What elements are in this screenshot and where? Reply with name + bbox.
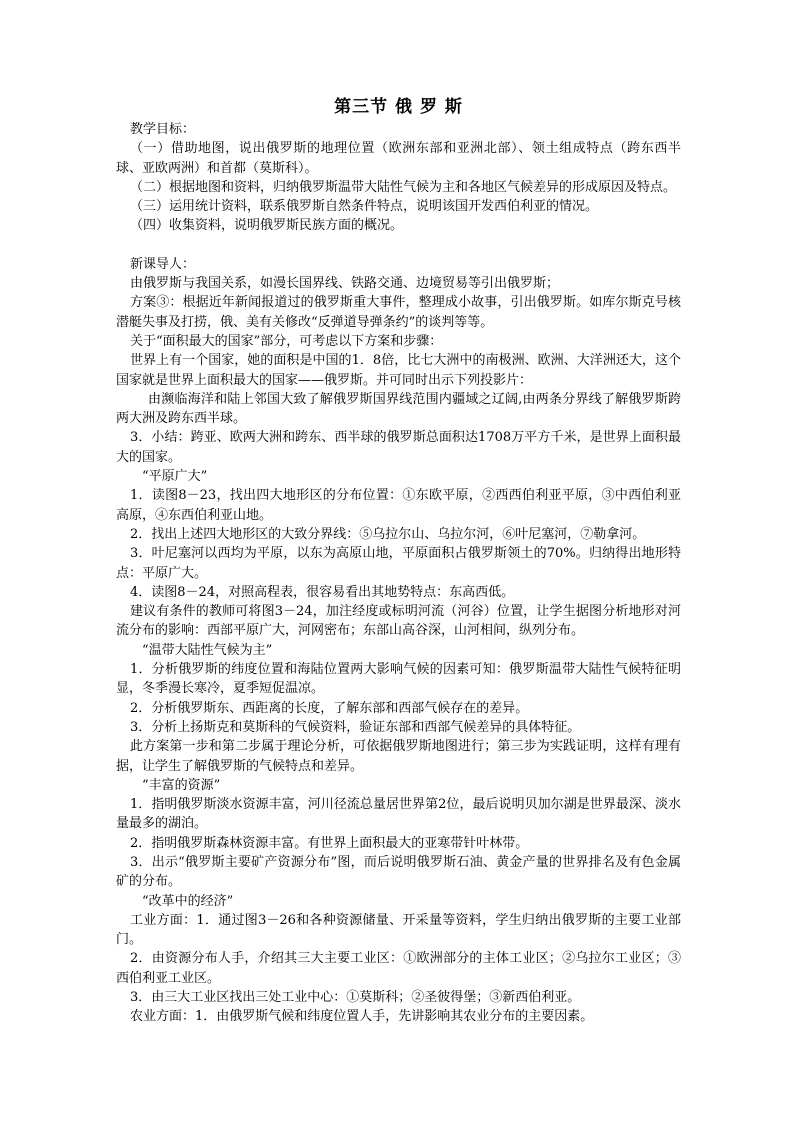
paragraph: 由濒临海洋和陆上邻国大致了解俄罗斯国界线范围内疆域之辽阔,由两条分界线了解俄罗斯跨两大洲及跨东西半球。 — [116, 391, 681, 427]
paragraph: 建议有条件的教师可将图3－24，加注经度或标明河流（河谷）位置，让学生据图分析地形对河流分布的影响：西部平原广大，河网密布；东部山高谷深，山河相间，纵列分布。 — [116, 604, 681, 639]
paragraph: 工业方面：1．通过图3－26和各种资源储量、开采量等资料，学生归纳出俄罗斯的主要工业部门。 — [116, 912, 681, 948]
paragraph: 1．分析俄罗斯的纬度位置和海陆位置两大影响气候的因素可知：俄罗斯温带大陆性气候特征明显，冬季漫长寒冷，夏季短促温凉。 — [116, 662, 681, 697]
paragraph: “改革中的经济” — [142, 893, 234, 909]
paragraph: （一）借助地图，说出俄罗斯的地理位置（欧洲东部和亚洲北部）、领土组成特点（跨东西半球、亚欧两洲）和首都（莫斯科）。 — [116, 141, 681, 176]
paragraph: 关于“面积最大的国家”部分，可考虑以下方案和步骤： — [130, 333, 443, 349]
paragraph: 世界上有一个国家，她的面积是中国的1．8倍，比七大洲中的南极洲、欧洲、大洋洲还大，这个国家就是世界上面积最大的国家——俄罗斯。并可同时出示下列投影片： — [116, 353, 681, 388]
blank-line — [116, 236, 681, 255]
paragraph: 2．指明俄罗斯森林资源丰富。有世界上面积最大的亚寒带针叶林带。 — [130, 835, 529, 851]
paragraph: 2．由资源分布人手，介绍其三大主要工业区：①欧洲部分的主体工业区；②乌拉尔工业区；③西伯利亚工业区。 — [116, 951, 681, 986]
paragraph: 教学目标： — [130, 122, 196, 137]
paragraph: 方案③：根据近年新闻报道过的俄罗斯重大事件，整理成小故事，引出俄罗斯。如库尔斯克号核潜艇失事及打捞，俄、美有关修改“反弹道导弹条约”的谈判等等。 — [116, 295, 681, 330]
document-page — [116, 96, 681, 1027]
paragraph: （四）收集资料，说明俄罗斯民族方面的概况。 — [130, 218, 404, 234]
paragraph: 1．指明俄罗斯淡水资源丰富，河川径流总量居世界第2位，最后说明贝加尔湖是世界最深、淡水量最多的湖泊。 — [116, 797, 681, 832]
page-title: 第三节 俄 罗 斯 — [334, 97, 463, 117]
paragraph: “温带大陆性气候为主” — [142, 642, 273, 658]
paragraph: 2．分析俄罗斯东、西距离的长度，了解东部和西部气候存在的差异。 — [130, 700, 529, 716]
paragraph: 3．分析上扬斯克和莫斯科的气候资料，验证东部和西部气候差异的具体特征。 — [130, 719, 581, 735]
document-body — [116, 120, 681, 1027]
paragraph: 1．读图8－23，找出四大地形区的分布位置：①东欧平原，②西西伯利亚平原，③中西伯利亚高原，④东西伯利亚山地。 — [116, 488, 681, 523]
paragraph: 由俄罗斯与我国关系，如漫长国界线、铁路交通、边境贸易等引出俄罗斯； — [130, 276, 560, 292]
paragraph: 新课导人： — [130, 256, 196, 272]
paragraph: 3．叶尼塞河以西均为平原，以东为高原山地，平原面积占俄罗斯领土的70%。归纳得出地形特点：平原广大。 — [116, 546, 681, 581]
paragraph: 3．小结：跨亚、欧两大洲和跨东、西半球的俄罗斯总面积达1708万平方千米，是世界上面积最大的国家。 — [116, 430, 681, 465]
paragraph: “丰富的资源” — [142, 777, 221, 793]
paragraph: 2．找出上述四大地形区的大致分界线：⑤乌拉尔山、乌拉尔河，⑥叶尼塞河，⑦勒拿河。 — [130, 526, 646, 542]
paragraph: 农业方面：1．由俄罗斯气候和纬度位置人手，先讲影响其农业分布的主要因素。 — [130, 1009, 594, 1025]
paragraph: 此方案第一步和第二步属于理论分析，可依据俄罗斯地图进行；第三步为实践证明，这样有理有据，让学生了解俄罗斯的气候特点和差异。 — [116, 739, 681, 774]
paragraph: （三）运用统计资料，联系俄罗斯自然条件特点，说明该国开发西伯利亚的情况。 — [130, 199, 599, 215]
paragraph: 4．读图8－24，对照高程表，很容易看出其地势特点：东高西低。 — [130, 584, 515, 600]
paragraph: 3．出示“俄罗斯主要矿产资源分布”图，而后说明俄罗斯石油、黄金产量的世界排名及有色金属矿的分布。 — [116, 854, 681, 890]
paragraph: “平原广大” — [142, 469, 208, 485]
paragraph: 3．由三大工业区找出三处工业中心：①莫斯科；②圣彼得堡；③新西伯利亚。 — [130, 990, 581, 1006]
paragraph: （二）根据地图和资料，归纳俄罗斯温带大陆性气候为主和各地区气候差异的形成原因及特点。 — [130, 179, 677, 195]
